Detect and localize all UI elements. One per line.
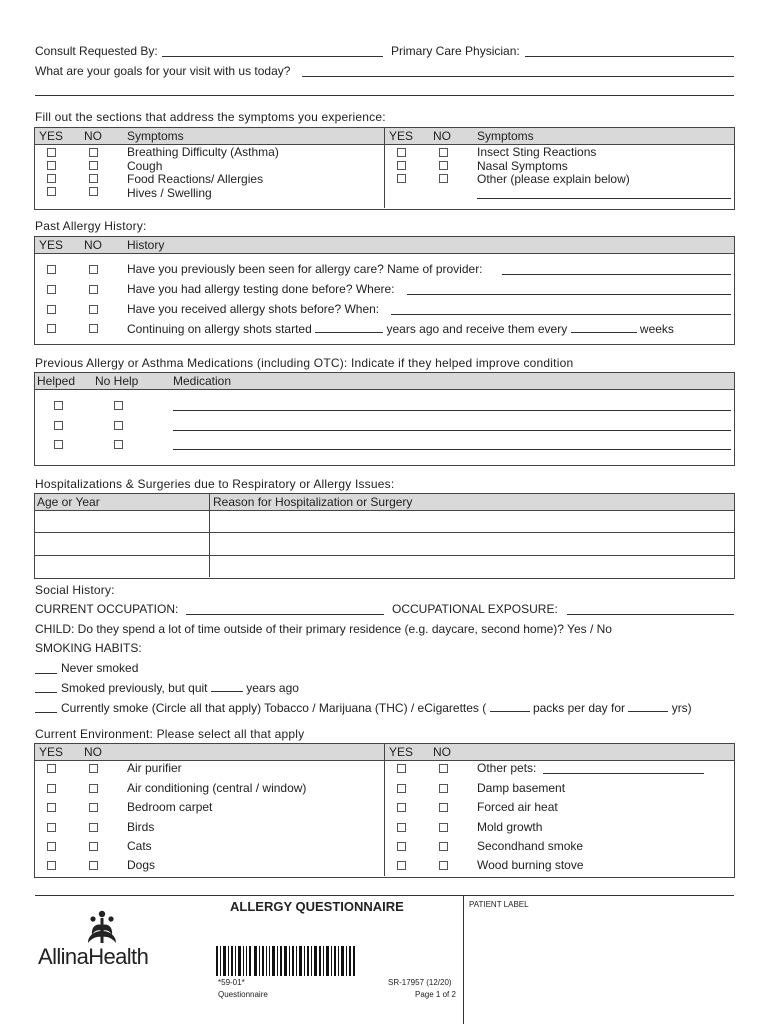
checkbox-yes[interactable]: [47, 187, 56, 196]
reason-cell[interactable]: [210, 533, 734, 555]
q4-part-b: years ago and receive them every: [386, 322, 568, 336]
checkbox-no[interactable]: [439, 148, 448, 157]
checkbox-yes[interactable]: [397, 148, 406, 157]
env-item: Bedroom carpet: [127, 800, 213, 814]
hospital-header: [35, 494, 734, 511]
doc-type: Questionnaire: [218, 990, 268, 999]
history-q4: [127, 321, 674, 336]
medication-field[interactable]: [173, 449, 731, 450]
history-q1: Have you previously been seen for allergy care? Name of provider:: [127, 262, 483, 276]
q4-part-c: weeks: [639, 322, 674, 336]
symptom-label: Hives / Swelling: [127, 186, 212, 200]
history-q3: Have you received allergy shots before? When:: [127, 302, 380, 316]
medication-field[interactable]: [173, 410, 731, 411]
symptom-label: Other (please explain below): [477, 172, 630, 186]
symptom-label: Cough: [127, 159, 163, 173]
checkbox-no[interactable]: [89, 285, 98, 294]
medications-title: Previous Allergy or Asthma Medications (including OTC): Indicate if they helped improve condition: [35, 356, 574, 370]
pcp-field[interactable]: [525, 56, 734, 57]
checkbox-no[interactable]: [439, 764, 448, 773]
current-part-b: packs per day for: [532, 701, 625, 715]
checkbox-yes[interactable]: [47, 764, 56, 773]
symptom-label: Food Reactions/ Allergies: [127, 172, 264, 186]
age-cell[interactable]: [35, 511, 209, 532]
other-pets-field[interactable]: [543, 773, 704, 774]
form-title: ALLERGY QUESTIONNAIRE: [230, 899, 404, 914]
social-title: Social History:: [35, 583, 115, 597]
hospital-title: Hospitalizations & Surgeries due to Respiratory or Allergy Issues:: [35, 477, 395, 491]
checkbox-no[interactable]: [439, 174, 448, 183]
allina-logo-icon: [82, 909, 122, 945]
hospital-table: [34, 493, 735, 579]
divider: [384, 744, 385, 876]
currently-smoke-line: [61, 700, 692, 715]
checkbox-no[interactable]: [89, 324, 98, 333]
goals-field[interactable]: [302, 76, 734, 77]
checkbox-no[interactable]: [439, 784, 448, 793]
packs-per-day-field[interactable]: [490, 700, 530, 712]
no-header-right: NO: [433, 745, 451, 759]
env-item: Other pets:: [477, 761, 537, 775]
checkbox-no[interactable]: [89, 148, 98, 157]
checkbox-helped[interactable]: [54, 440, 63, 449]
checkbox-no[interactable]: [439, 161, 448, 170]
medication-field[interactable]: [173, 430, 731, 431]
brand-name: AllinaHealth: [38, 944, 149, 969]
quit-years-field[interactable]: [211, 680, 243, 692]
current-part-c: yrs): [671, 701, 692, 715]
checkbox-yes[interactable]: [47, 842, 56, 851]
env-item: Mold growth: [477, 820, 543, 834]
checkbox-yes[interactable]: [397, 861, 406, 870]
history-q2: Have you had allergy testing done before? Where:: [127, 282, 395, 296]
smoked-previously-field[interactable]: [35, 692, 57, 693]
consult-field[interactable]: [162, 56, 383, 57]
symptom-label: Breathing Difficulty (Asthma): [127, 145, 279, 159]
yes-header-right: YES: [389, 745, 414, 759]
exposure-field[interactable]: [567, 614, 734, 615]
goals-label: What are your goals for your visit with us today?: [35, 64, 291, 78]
age-year-header: Age or Year: [37, 495, 100, 509]
env-item: Air purifier: [127, 761, 182, 775]
page-number: Page 1 of 2: [415, 990, 456, 999]
reason-cell[interactable]: [210, 511, 734, 532]
checkbox-yes[interactable]: [47, 784, 56, 793]
smoking-label: SMOKING HABITS:: [35, 641, 142, 655]
env-item: Cats: [127, 839, 152, 853]
age-cell[interactable]: [35, 556, 209, 577]
checkbox-no[interactable]: [439, 823, 448, 832]
reason-header: Reason for Hospitalization or Surgery: [213, 495, 413, 509]
env-item: Birds: [127, 820, 155, 834]
env-item: Wood burning stove: [477, 858, 584, 872]
yes-header: YES: [39, 745, 64, 759]
checkbox-yes[interactable]: [397, 823, 406, 832]
pcp-label: Primary Care Physician:: [391, 44, 520, 58]
smoked-previously-line: [61, 680, 299, 695]
symptoms-table: [34, 127, 735, 210]
environment-title: Current Environment: Please select all that apply: [35, 727, 305, 741]
checkbox-nohelp[interactable]: [114, 440, 123, 449]
checkbox-no[interactable]: [89, 823, 98, 832]
yes-header: YES: [39, 238, 64, 252]
checkbox-no[interactable]: [439, 861, 448, 870]
no-header: NO: [84, 129, 102, 143]
environment-table: [34, 743, 735, 878]
checkbox-no[interactable]: [89, 187, 98, 196]
consult-label: Consult Requested By:: [35, 44, 158, 58]
checkbox-yes[interactable]: [47, 324, 56, 333]
checkbox-yes[interactable]: [47, 161, 56, 170]
symptoms-header-left: Symptoms: [127, 129, 184, 143]
checkbox-yes[interactable]: [47, 305, 56, 314]
checkbox-yes[interactable]: [397, 174, 406, 183]
helped-header: Helped: [37, 374, 76, 388]
currently-smoke-field[interactable]: [35, 712, 57, 713]
symptom-label: Nasal Symptoms: [477, 159, 568, 173]
past-history-table: [34, 236, 735, 345]
barcode-text: *59-01*: [218, 978, 245, 987]
child-question: CHILD: Do they spend a lot of time outside of their primary residence (e.g. daycare, second home)? Yes / No: [35, 622, 612, 636]
never-smoked-field[interactable]: [35, 673, 57, 674]
checkbox-yes[interactable]: [47, 823, 56, 832]
checkbox-yes[interactable]: [397, 784, 406, 793]
yes-header: YES: [39, 129, 64, 143]
checkbox-yes[interactable]: [47, 285, 56, 294]
checkbox-no[interactable]: [89, 842, 98, 851]
checkbox-yes[interactable]: [47, 803, 56, 812]
occupation-label: CURRENT OCCUPATION:: [35, 602, 179, 616]
medication-header: Medication: [173, 374, 232, 388]
history-header: History: [127, 238, 165, 252]
no-header-right: NO: [433, 129, 451, 143]
smoke-years-field[interactable]: [628, 700, 668, 712]
checkbox-yes[interactable]: [397, 764, 406, 773]
checkbox-no[interactable]: [89, 784, 98, 793]
checkbox-yes[interactable]: [47, 861, 56, 870]
form-number: SR-17957 (12/20): [388, 978, 452, 987]
exposure-label: OCCUPATIONAL EXPOSURE:: [392, 602, 558, 616]
divider: [384, 128, 385, 208]
symptoms-header-right: Symptoms: [477, 129, 534, 143]
shots-started-field[interactable]: [315, 321, 383, 333]
checkbox-no[interactable]: [89, 174, 98, 183]
goals-field-line2[interactable]: [35, 95, 734, 96]
patient-label: PATIENT LABEL: [469, 900, 529, 909]
shots-when-field[interactable]: [391, 314, 731, 315]
barcode-icon: [216, 946, 356, 976]
current-part-a: Currently smoke (Circle all that apply) Tobacco / Marijuana (THC) / eCigarettes (: [61, 701, 487, 715]
checkbox-nohelp[interactable]: [114, 421, 123, 430]
checkbox-helped[interactable]: [54, 421, 63, 430]
footer-divider: [463, 895, 464, 1024]
medications-table: [34, 372, 735, 466]
env-item: Forced air heat: [477, 800, 558, 814]
yes-header-right: YES: [389, 129, 414, 143]
checkbox-no[interactable]: [89, 305, 98, 314]
prev-part-b: years ago: [246, 681, 299, 695]
footer-rule: [35, 895, 734, 896]
no-header: NO: [84, 745, 102, 759]
age-cell[interactable]: [35, 533, 209, 555]
q4-part-a: Continuing on allergy shots started: [127, 322, 312, 336]
checkbox-yes[interactable]: [47, 265, 56, 274]
testing-where-field[interactable]: [407, 294, 731, 295]
provider-field[interactable]: [502, 274, 731, 275]
symptoms-title: Fill out the sections that address the symptoms you experience:: [35, 110, 386, 124]
no-header: NO: [84, 238, 102, 252]
env-item: Air conditioning (central / window): [127, 781, 307, 795]
checkbox-nohelp[interactable]: [114, 401, 123, 410]
checkbox-no[interactable]: [89, 265, 98, 274]
medications-header: [35, 373, 734, 390]
checkbox-no[interactable]: [439, 842, 448, 851]
env-item: Secondhand smoke: [477, 839, 584, 853]
checkbox-yes[interactable]: [47, 174, 56, 183]
occupation-field[interactable]: [186, 614, 384, 615]
checkbox-yes[interactable]: [397, 803, 406, 812]
env-item: Damp basement: [477, 781, 566, 795]
other-explain-field[interactable]: [477, 198, 731, 199]
checkbox-no[interactable]: [439, 803, 448, 812]
nohelp-header: No Help: [95, 374, 139, 388]
checkbox-no[interactable]: [89, 803, 98, 812]
checkbox-yes[interactable]: [397, 161, 406, 170]
shots-every-field[interactable]: [571, 321, 637, 333]
past-history-header: [35, 237, 734, 254]
checkbox-yes[interactable]: [47, 148, 56, 157]
checkbox-helped[interactable]: [54, 401, 63, 410]
checkbox-no[interactable]: [89, 764, 98, 773]
checkbox-no[interactable]: [89, 161, 98, 170]
reason-cell[interactable]: [210, 556, 734, 577]
checkbox-no[interactable]: [89, 861, 98, 870]
symptom-label: Insect Sting Reactions: [477, 145, 597, 159]
never-smoked-label: Never smoked: [61, 661, 139, 675]
checkbox-yes[interactable]: [397, 842, 406, 851]
past-history-title: Past Allergy History:: [35, 219, 147, 233]
env-item: Dogs: [127, 858, 156, 872]
prev-part-a: Smoked previously, but quit: [61, 681, 208, 695]
